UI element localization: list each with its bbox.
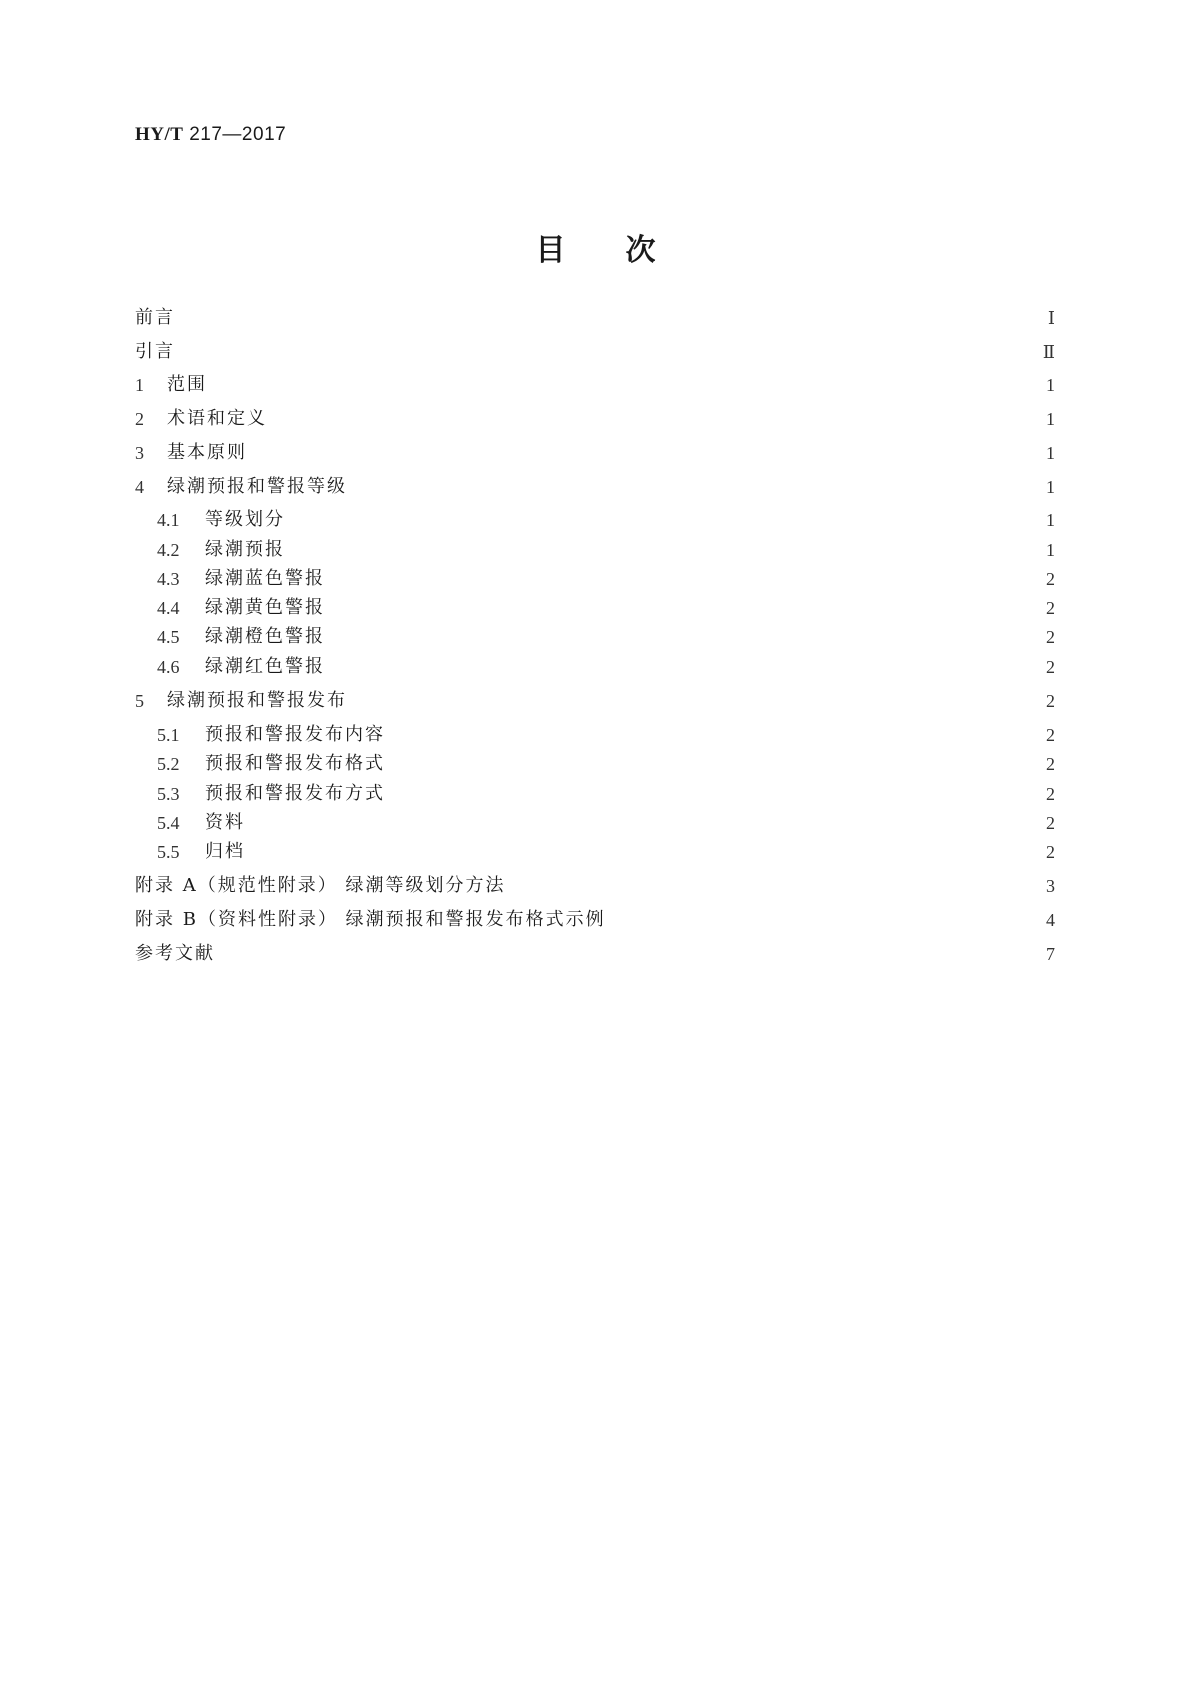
toc-leader-dots [187,303,1027,333]
toc-entry-page: Ⅰ [1047,308,1055,328]
toc-entry-number: 1 [135,375,144,395]
toc-leader-dots [219,370,1027,400]
toc-entry-5-1[interactable] [157,720,1055,750]
toc-entry-number: 4 [135,477,144,497]
toc-leader-dots [337,652,1027,682]
toc-entry-label: 绿潮预报和警报等级 [167,476,347,497]
toc-entry-label: 预报和警报发布方式 [205,783,385,804]
toc-entry-page: 1 [1046,443,1055,463]
toc-entry-label: 等级划分 [205,509,285,530]
toc-entry-page: 2 [1046,754,1055,774]
toc-entry-page: 2 [1046,627,1055,647]
toc-entry-5-5[interactable] [157,837,1055,867]
toc-entry-4-2[interactable] [157,535,1055,565]
toc-entry-label: 归档 [205,841,245,862]
toc-leader-dots [337,593,1027,623]
toc-leader-dots [397,720,1027,750]
toc-entry-label: 绿潮预报 [205,539,285,560]
toc-entry-number: 3 [135,443,144,463]
toc-entry-number: 4.4 [157,598,180,618]
toc-leader-dots [257,808,1027,838]
toc-entry-label: 范围 [167,374,207,395]
toc-entry-4-3[interactable] [157,564,1055,594]
toc-entry-1[interactable] [135,370,1055,400]
toc-entry-page: 2 [1046,691,1055,711]
toc-entry-page: 1 [1046,375,1055,395]
toc-entry-4-4[interactable] [157,593,1055,623]
toc-leader-dots [359,686,1027,716]
toc-entry-5[interactable] [135,686,1055,716]
toc-entry-2[interactable] [135,404,1055,434]
toc-entry-number: 4.3 [157,569,180,589]
page-title: 目次 [535,233,716,268]
toc-entry-label: 附录 B（资料性附录） 绿潮预报和警报发布格式示例 [135,909,606,930]
toc-entry-foreword[interactable] [135,303,1055,333]
toc-entry-number: 4.1 [157,510,180,530]
toc-entry-introduction[interactable] [135,337,1055,367]
toc-leader-dots [337,622,1027,652]
toc-entry-5-2[interactable] [157,749,1055,779]
toc-entry-page: 2 [1046,842,1055,862]
toc-entry-page: 2 [1046,725,1055,745]
toc-entry-label: 绿潮橙色警报 [205,626,325,647]
toc-entry-label: 绿潮黄色警报 [205,597,325,618]
toc-entry-references[interactable] [135,939,1055,969]
toc-entry-4[interactable] [135,472,1055,502]
toc-leader-dots [279,404,1027,434]
toc-leader-dots [257,837,1027,867]
toc-entry-label: 预报和警报发布格式 [205,753,385,774]
toc-entry-label: 绿潮蓝色警报 [205,568,325,589]
toc-entry-5-3[interactable] [157,779,1055,809]
toc-entry-page: 2 [1046,657,1055,677]
toc-leader-dots [217,939,1027,969]
toc-leader-dots [359,472,1027,502]
toc-entry-page: Ⅱ [1042,342,1055,362]
toc-leader-dots [297,535,1027,565]
standard-code-number: 217—2017 [189,124,287,145]
toc-leader-dots [517,871,1027,901]
toc-entry-page: 2 [1046,598,1055,618]
toc-leader-dots [297,505,1027,535]
toc-entry-appendix-b[interactable] [135,905,1055,935]
toc-leader-dots [397,779,1027,809]
toc-entry-page: 2 [1046,813,1055,833]
toc-entry-label: 绿潮预报和警报发布 [167,690,347,711]
toc-leader-dots [337,564,1027,594]
toc-entry-label: 预报和警报发布内容 [205,724,385,745]
toc-entry-number: 5.5 [157,842,180,862]
toc-entry-number: 4.2 [157,540,180,560]
toc-entry-page: 1 [1046,510,1055,530]
toc-entry-number: 2 [135,409,144,429]
toc-entry-number: 5.3 [157,784,180,804]
toc-entry-page: 7 [1046,944,1055,964]
toc-entry-number: 5.1 [157,725,180,745]
toc-entry-page: 2 [1046,569,1055,589]
toc-entry-number: 4.6 [157,657,180,677]
toc-entry-page: 1 [1046,477,1055,497]
toc-entry-label: 前言 [135,307,175,328]
toc-leader-dots [397,749,1027,779]
standard-code-prefix: HY/T [135,124,184,145]
toc-entry-label: 附录 A（规范性附录） 绿潮等级划分方法 [135,875,506,896]
toc-leader-dots [618,905,1027,935]
toc-entry-4-6[interactable] [157,652,1055,682]
toc-entry-label: 引言 [135,341,175,362]
toc-entry-number: 5.4 [157,813,180,833]
toc-entry-number: 4.5 [157,627,180,647]
toc-entry-5-4[interactable] [157,808,1055,838]
toc-leader-dots [187,337,1027,367]
toc-entry-page: 1 [1046,540,1055,560]
toc-entry-number: 5 [135,691,144,711]
toc-entry-number: 5.2 [157,754,180,774]
toc-entry-label: 术语和定义 [167,408,267,429]
toc-entry-page: 3 [1046,876,1055,896]
toc-entry-label: 绿潮红色警报 [205,656,325,677]
toc-entry-appendix-a[interactable] [135,871,1055,901]
toc-entry-4-5[interactable] [157,622,1055,652]
toc-entry-3[interactable] [135,438,1055,468]
toc-entry-page: 2 [1046,784,1055,804]
toc-entry-page: 1 [1046,409,1055,429]
standard-code [135,124,286,146]
toc-entry-page: 4 [1046,910,1055,930]
toc-entry-label: 资料 [205,812,245,833]
toc-entry-label: 参考文献 [135,943,215,964]
toc-entry-label: 基本原则 [167,442,247,463]
toc-entry-4-1[interactable] [157,505,1055,535]
toc-leader-dots [259,438,1027,468]
